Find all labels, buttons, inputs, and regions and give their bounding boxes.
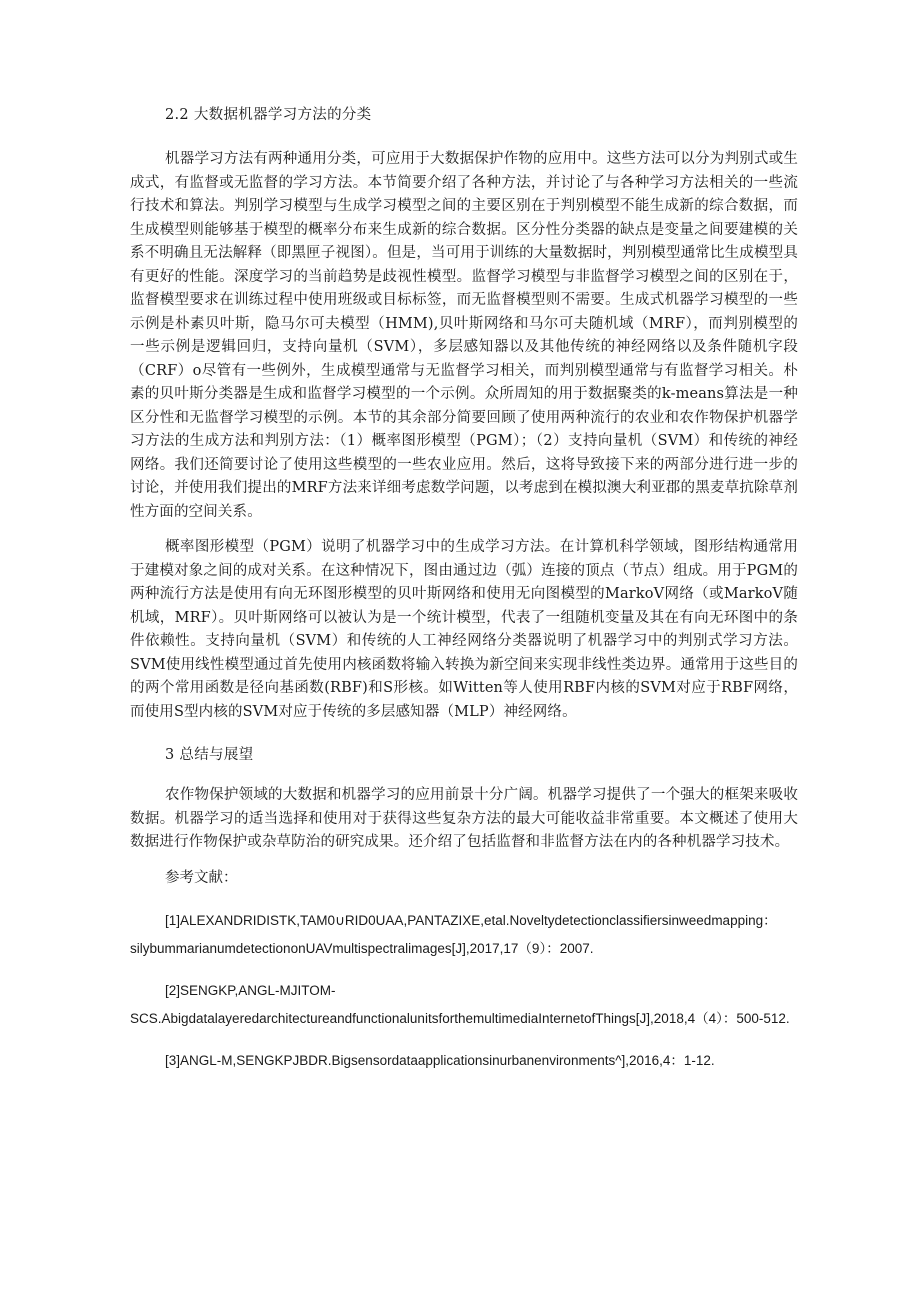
reference-item-3: [130, 1047, 798, 1075]
reference-line: SCS.AbigdatalayeredarchitectureandfunctionalunitsforthemultimediaInternetofThings[J],2018,4（4）：500-512.: [130, 1010, 790, 1026]
paragraph-summary: 农作物保护领域的大数据和机器学习的应用前景十分广阔。机器学习提供了一个强大的框架来吸收数据。机器学习的适当选择和使用对于获得这些复杂方法的最大可能收益非常重要。本文概述了使用大数据进行作物保护或杂草防治的研究成果。还介绍了包括监督和非监督方法在内的各种机器学习技术。: [130, 787, 798, 850]
section-heading-3: 3 总结与展望: [165, 747, 254, 763]
section-heading-2-2: 2.2 大数据机器学习方法的分类: [165, 107, 372, 123]
reference-line: silybummarianumdetectiononUAVmultispectralimages[J],2017,17（9）：2007.: [130, 940, 594, 956]
references-title: 参考文献：: [165, 869, 238, 886]
paragraph-classification: 机器学习方法有两种通用分类，可应用于大数据保护作物的应用中。这些方法可以分为判别式或生成式，有监督或无监督的学习方法。本节简要介绍了各种方法，并讨论了与各种学习方法相关的一些流行技术和算法。判别学习模型与生成学习模型之间的主要区别在于判别模型不能生成新的综合数据，而生成模型则能够基于模型的概率分布来生成新的综合数据。区分性分类器的缺点是变量之间要建模的关系不明确且无法解释（即黑匣子视图）。但是，当可用于训练的大量数据时，判别模型通常比生成模型具有更好的性能。深度学习的当前趋势是歧视性模型。监督学习模型与非监督学习模型之间的区别在于，监督模型要求在训练过程中使用班级或目标标签，而无监督模型则不需要。生成式机器学习模型的一些示例是朴素贝叶斯，隐马尔可夫模型（HMM),贝叶斯网络和马尔可夫随机域（MRF），而判别模型的一些示例是逻辑回归，支持向量机（SVM），多层感知器以及其他传统的神经网络以及条件随机字段（CRF）o尽管有一些例外，生成模型通常与无监督学习相关，而判别模型通常与有监督学习相关。朴素的贝叶斯分类器是生成和监督学习模型的一个示例。众所周知的用于数据聚类的k-means算法是一种区分性和无监督学习模型的示例。本节的其余部分简要回顾了使用两种流行的农业和农作物保护机器学习方法的生成方法和判别方法：（1）概率图形模型（PGM）；（2）支持向量机（SVM）和传统的神经网络。我们还简要讨论了使用这些模型的一些农业应用。然后，这将导致接下来的两部分进行进一步的讨论，并使用我们提出的MRF方法来详细考虑数学问题，以考虑到在模拟澳大利亚郡的黑麦草抗除草剂性方面的空间关系。: [130, 151, 798, 520]
reference-line: [3]ANGL-M,SENGKPJBDR.Bigsensordataapplicationsinurbanenvironments^],2016,4：1-12.: [165, 1052, 715, 1068]
document-page: [130, 104, 798, 1089]
paragraph-pgm: 概率图形模型（PGM）说明了机器学习中的生成学习方法。在计算机科学领域，图形结构通常用于建模对象之间的成对关系。在这种情况下，图由通过边（弧）连接的顶点（节点）组成。用于PGM的两种流行方法是使用有向无环图形模型的贝叶斯网络和使用无向图模型的MarkoV网络（或MarkoV随机域，MRF）。贝叶斯网络可以被认为是一个统计模型，代表了一组随机变量及其在有向无环图中的条件依赖性。支持向量机（SVM）和传统的人工神经网络分类器说明了机器学习中的判别式学习方法。SVM使用线性模型通过首先使用内核函数将输入转换为新空间来实现非线性类边界。通常用于这些目的的两个常用函数是径向基函数(RBF)和S形核。如Witten等人使用RBF内核的SVM对应于RBF网络，而使用S型内核的SVM对应于传统的多层感知器（MLP）神经网络。: [130, 539, 798, 720]
reference-item-2: [130, 977, 798, 1033]
reference-line: [2]SENGKP,ANGL-MJITOM-: [165, 982, 336, 998]
reference-item-1: [130, 907, 798, 963]
reference-line: [1]ALEXANDRIDISTK,TAM0∪RID0UAA,PANTAZIXE,etal.Noveltydetectionclassifiersinweedmapping：: [165, 912, 777, 928]
